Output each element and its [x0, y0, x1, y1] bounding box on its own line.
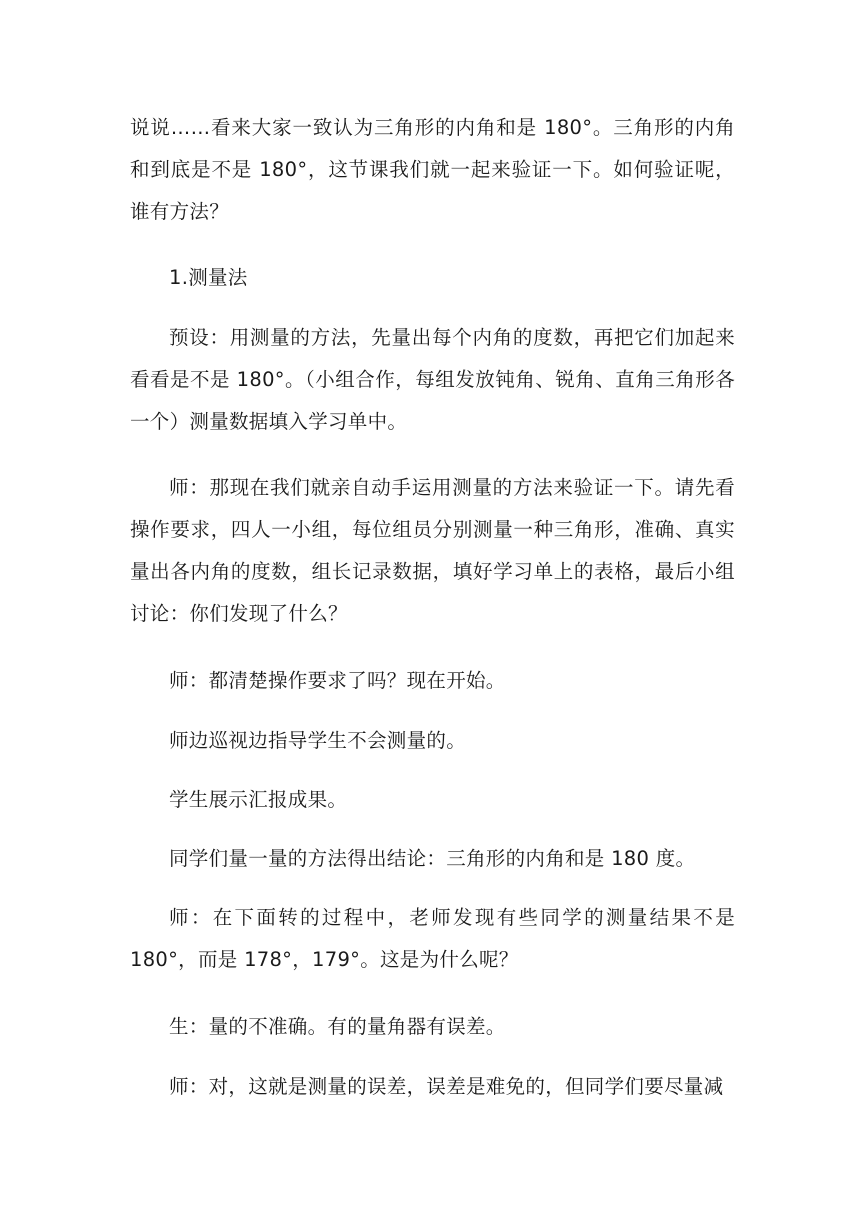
paragraph-intro: 说说……看来大家一致认为三角形的内角和是 180°。三角形的内角和到底是不是 180°，这节课我们就一起来验证一下。如何验证呢，谁有方法？: [130, 116, 735, 223]
paragraph-student-report: 学生展示汇报成果。: [169, 788, 348, 811]
paragraph-teacher-start: 师：都清楚操作要求了吗？现在开始。: [169, 669, 506, 692]
paragraph-preset: 预设：用测量的方法，先量出每个内角的度数，再把它们加起来看看是不是 180°。（小组合作，每组发放钝角、锐角、直角三角形各一个）测量数据填入学习单中。: [130, 326, 735, 433]
paragraph-teacher-patrol: 师边巡视边指导学生不会测量的。: [169, 729, 467, 752]
paragraph-teacher-error: 师：对，这就是测量的误差，误差是难免的，但同学们要尽量减: [169, 1075, 724, 1098]
paragraph-teacher-instructions: 师：那现在我们就亲自动手运用测量的方法来验证一下。请先看操作要求，四人一小组，每位组员分别测量一种三角形，准确、真实量出各内角的度数，组长记录数据，填好学习单上的表格，最后小组讨论：你们发现了什么？: [130, 476, 735, 625]
paragraph-teacher-question: 师：在下面转的过程中，老师发现有些同学的测量结果不是 180°，而是 178°，179°。这是为什么呢？: [130, 906, 735, 971]
paragraph-conclusion: 同学们量一量的方法得出结论：三角形的内角和是 180 度。: [169, 847, 696, 870]
paragraph-student-answer: 生：量的不准确。有的量角器有误差。: [169, 1015, 506, 1038]
section-heading-measurement: 1.测量法: [169, 266, 248, 289]
